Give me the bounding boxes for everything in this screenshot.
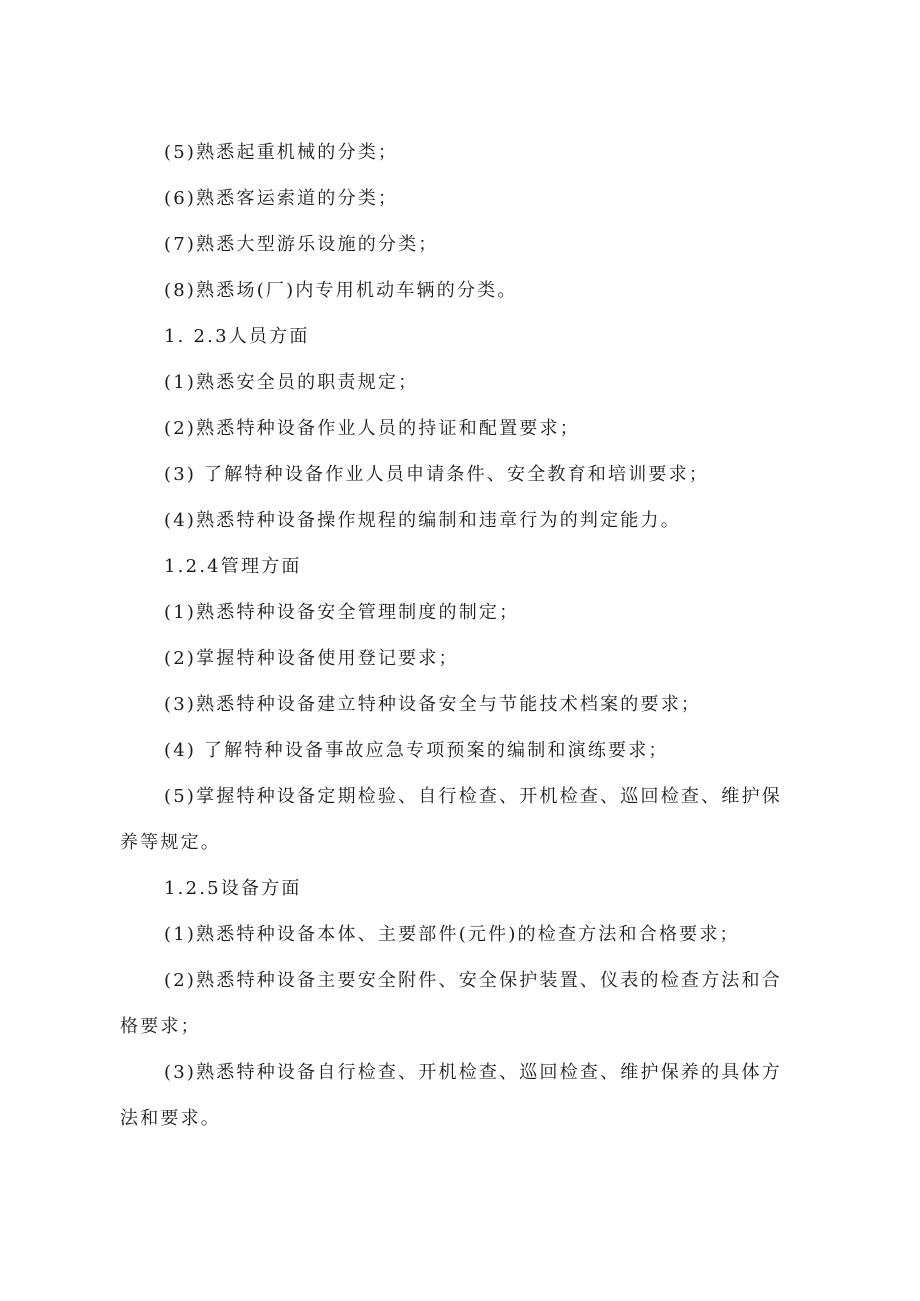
paragraph: (3)熟悉特种设备建立特种设备安全与节能技术档案的要求；: [164, 694, 702, 715]
section-heading: 1.2.4管理方面: [164, 556, 302, 577]
document-body: [120, 130, 800, 1142]
paragraph: (2)熟悉特种设备作业人员的持证和配置要求；: [164, 418, 580, 439]
paragraph: (2)熟悉特种设备主要安全附件、安全保护装置、仪表的检查方法和合格要求；: [120, 970, 782, 1037]
section-heading: 1. 2.3人员方面: [164, 326, 310, 347]
paragraph: (1)熟悉安全员的职责规定；: [164, 372, 419, 393]
paragraph: (3)熟悉特种设备自行检查、开机检查、巡回检查、维护保养的具体方法和要求。: [120, 1062, 782, 1129]
paragraph: (4) 了解特种设备事故应急专项预案的编制和演练要求；: [164, 740, 669, 761]
paragraph: (1)熟悉特种设备安全管理制度的制定；: [164, 602, 520, 623]
paragraph: (1)熟悉特种设备本体、主要部件(元件)的检查方法和合格要求；: [164, 924, 740, 945]
paragraph: (6)熟悉客运索道的分类；: [164, 188, 399, 209]
section-heading: 1.2.5设备方面: [164, 878, 302, 899]
paragraph: (8)熟悉场(厂)内专用机动车辆的分类。: [164, 280, 518, 301]
paragraph: (5)掌握特种设备定期检验、自行检查、开机检查、巡回检查、维护保养等规定。: [120, 786, 782, 853]
paragraph: (3) 了解特种设备作业人员申请条件、安全教育和培训要求；: [164, 464, 710, 485]
paragraph: (7)熟悉大型游乐设施的分类；: [164, 234, 439, 255]
paragraph: (5)熟悉起重机械的分类；: [164, 142, 399, 163]
paragraph: (4)熟悉特种设备操作规程的编制和违章行为的判定能力。: [164, 510, 681, 531]
paragraph: (2)掌握特种设备使用登记要求；: [164, 648, 459, 669]
